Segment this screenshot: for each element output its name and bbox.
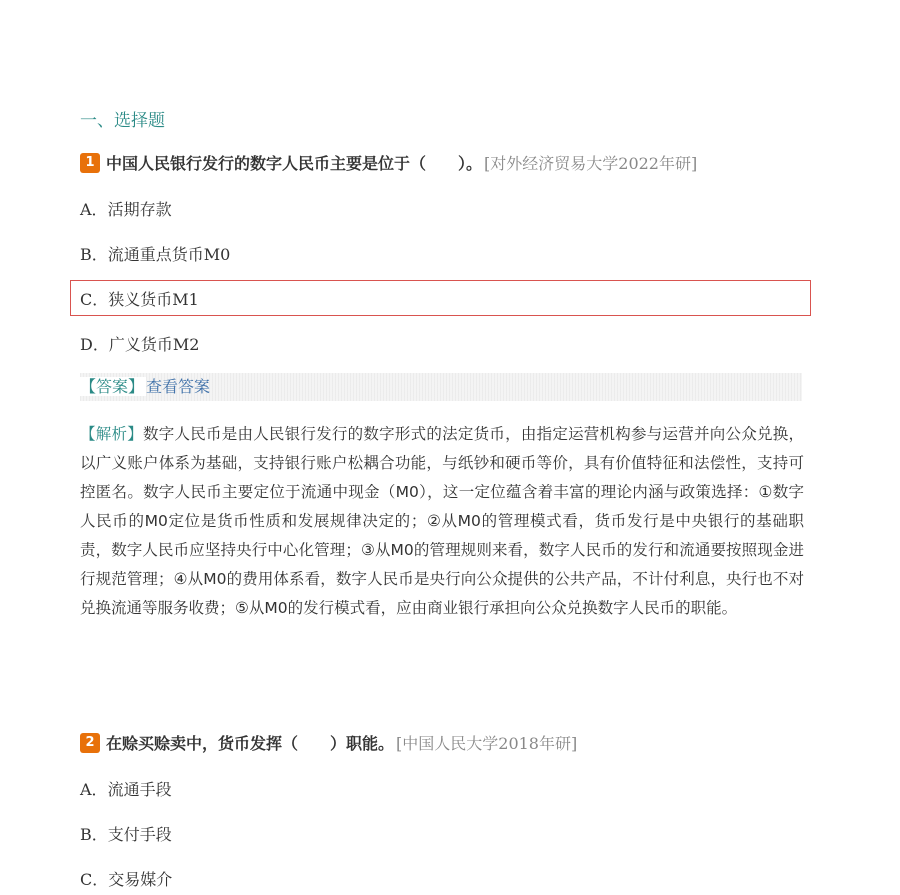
option-c[interactable] (80, 287, 199, 310)
option-c[interactable] (80, 867, 172, 890)
option-text: 流通手段 (107, 780, 172, 799)
option-letter: D． (80, 335, 109, 354)
question-source: [对外经济贸易大学2022年研] (484, 154, 698, 173)
option-text: 狭义货币M1 (108, 290, 199, 309)
analysis-label: 【解析】 (80, 425, 143, 443)
option-letter: C． (80, 870, 109, 889)
option-letter: A． (80, 780, 108, 799)
question-number-badge: 2 (80, 733, 100, 753)
analysis-text: 数字人民币是由人民银行发行的数字形式的法定货币，由指定运营机构参与运营并向公众兑换，以广义账户体系为基础，支持银行账户松耦合功能，与纸钞和硬币等价，具有价值特征和法偿性，支持可控匿名。数字人民币主要定位于流通中现金（M0），这一定位蕴含着丰富的理论内涵与政策选择：①数字人民币的M0定位是货币性质和发展规律决定的；②从M0的管理模式看，货币发行是中央银行的基础职责，数字人民币应坚持央行中心化管理；③从M0的管理规则来看，数字人民币的发行和流通要按照现金进行规范管理；④从M0的费用体系看，数字人民币是央行向公众提供的公共产品，不计付利息，央行也不对兑换流通等服务收费；⑤从M0的发行模式看，应由商业银行承担向公众兑换数字人民币的职能。 (80, 425, 804, 617)
option-text: 活期存款 (107, 200, 172, 219)
option-text: 广义货币M2 (108, 335, 200, 354)
question-text: 在赊买赊卖中，货币发挥（ ）职能。 (106, 734, 395, 753)
section-title: 一、选择题 (80, 111, 165, 131)
question-text: 中国人民银行发行的数字人民币主要是位于（ ）。 (106, 154, 483, 173)
option-letter: B． (80, 825, 108, 844)
analysis-paragraph (80, 420, 804, 623)
answer-row (80, 373, 802, 401)
answer-label: 【答案】 (80, 377, 145, 396)
option-text: 流通重点货币M0 (107, 245, 231, 264)
question-source: [中国人民大学2018年研] (396, 734, 578, 753)
option-text: 支付手段 (107, 825, 172, 844)
view-answer-link[interactable]: 查看答案 (146, 377, 211, 396)
option-text: 交易媒介 (108, 870, 173, 889)
option-letter: B． (80, 245, 108, 264)
option-letter: C． (80, 290, 109, 309)
option-letter: A． (80, 200, 108, 219)
question-number-badge: 1 (80, 153, 100, 173)
option-b[interactable] (80, 242, 230, 265)
question-1-header (80, 151, 697, 174)
option-b[interactable] (80, 822, 172, 845)
question-2-header (80, 731, 577, 754)
option-a[interactable] (80, 197, 172, 220)
option-d[interactable] (80, 332, 199, 355)
option-a[interactable] (80, 777, 172, 800)
